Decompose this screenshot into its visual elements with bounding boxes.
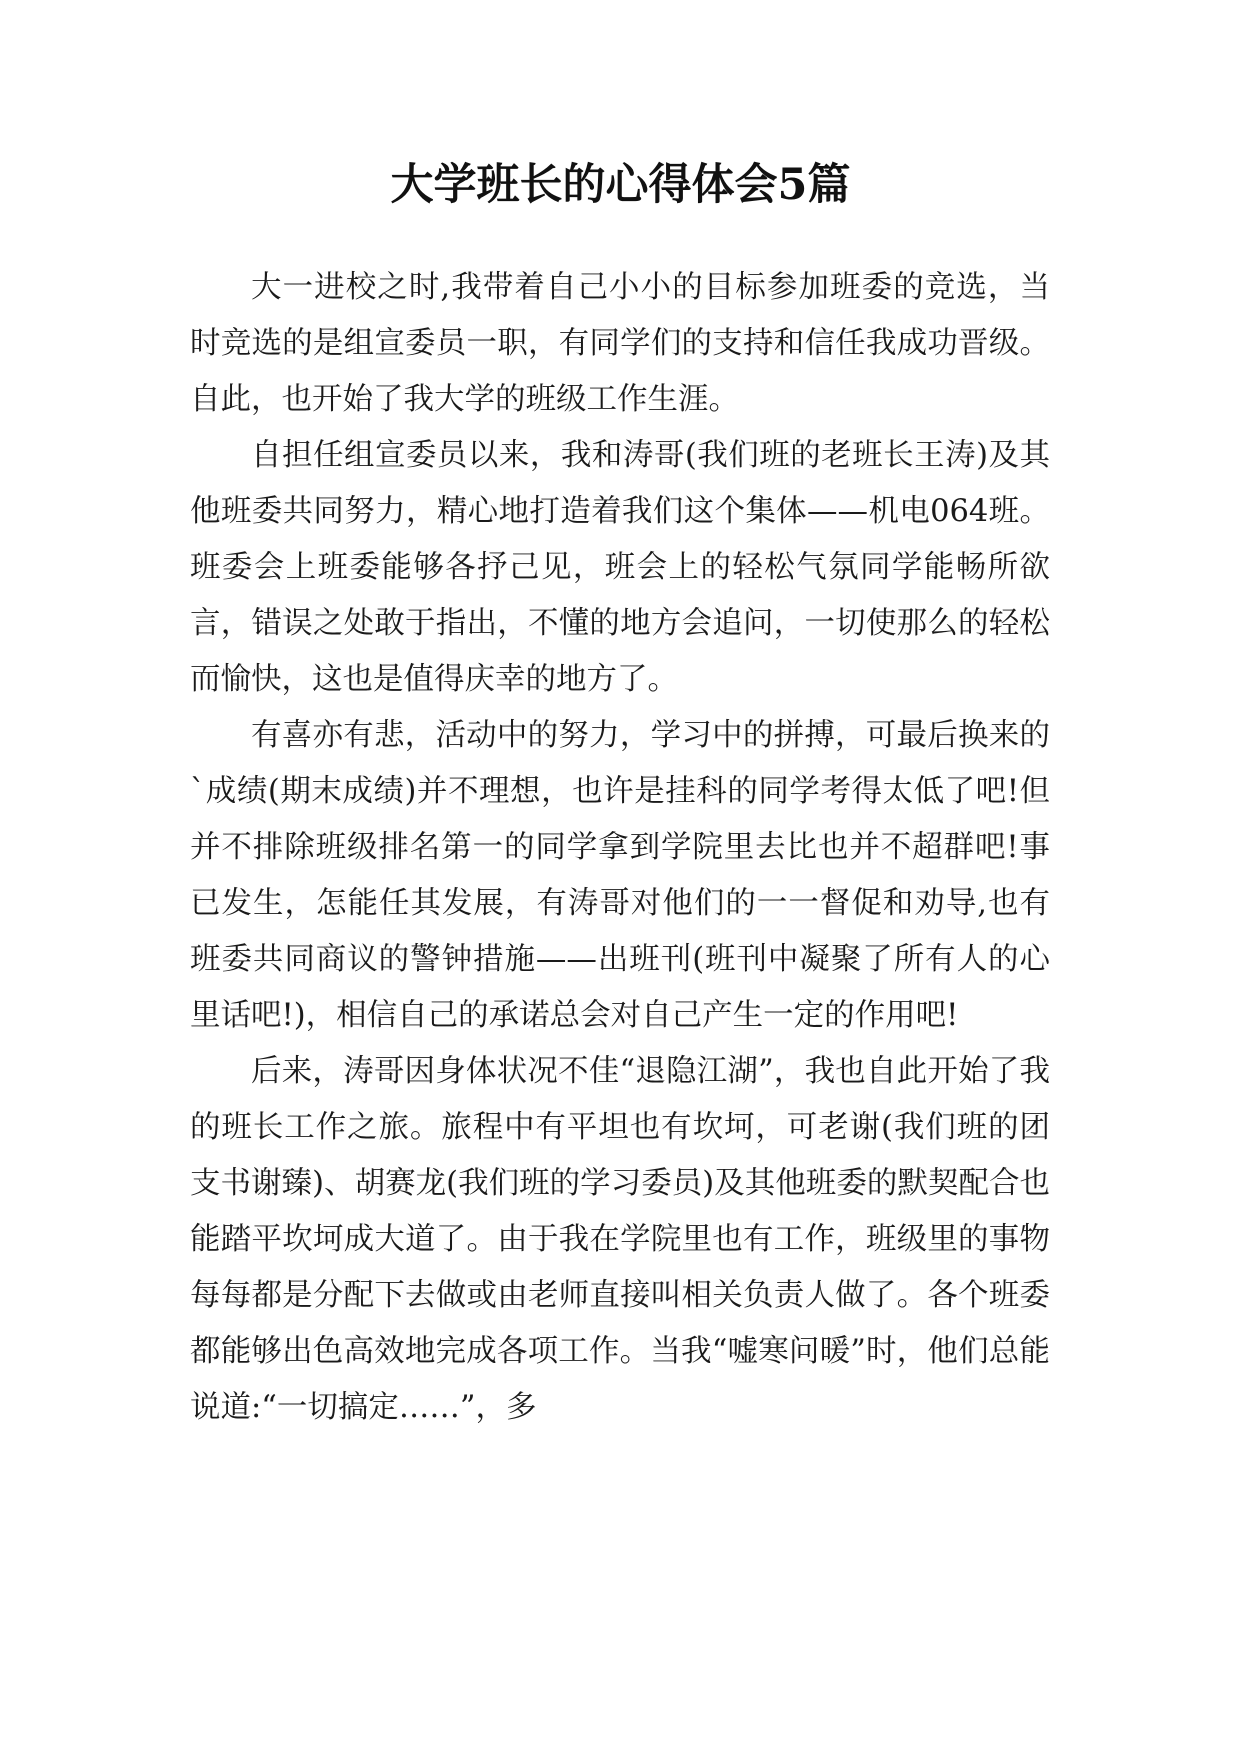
paragraph: 大一进校之时,我带着自己小小的目标参加班委的竞选，当时竞选的是组宣委员一职，有同学们的支持和信任我成功晋级。自此，也开始了我大学的班级工作生涯。: [190, 270, 1050, 417]
paragraph: 有喜亦有悲，活动中的努力，学习中的拼搏，可最后换来的`成绩(期末成绩)并不理想，也许是挂科的同学考得太低了吧!但并不排除班级排名第一的同学拿到学院里去比也并不超群吧!事已发生，怎能任其发展，有涛哥对他们的一一督促和劝导,也有班委共同商议的警钟措施——出班刊(班刊中凝聚了所有人的心里话吧!)，相信自己的承诺总会对自己产生一定的作用吧!: [190, 718, 1050, 1033]
paragraph: 自担任组宣委员以来，我和涛哥(我们班的老班长王涛)及其他班委共同努力，精心地打造着我们这个集体——机电064班。班委会上班委能够各抒己见，班会上的轻松气氛同学能畅所欲言，错误之处敢于指出，不懂的地方会追问，一切使那么的轻松而愉快，这也是值得庆幸的地方了。: [190, 438, 1050, 697]
paragraph: 后来，涛哥因身体状况不佳“退隐江湖”，我也自此开始了我的班长工作之旅。旅程中有平坦也有坎坷，可老谢(我们班的团支书谢臻)、胡赛龙(我们班的学习委员)及其他班委的默契配合也能踏平坎坷成大道了。由于我在学院里也有工作，班级里的事物每每都是分配下去做或由老师直接叫相关负责人做了。各个班委都能够出色高效地完成各项工作。当我“嘘寒问暖”时，他们总能说道:“一切搞定……”，多: [190, 1054, 1050, 1425]
document-body: [190, 260, 1050, 1436]
document-title: 大学班长的心得体会5篇: [390, 160, 851, 210]
